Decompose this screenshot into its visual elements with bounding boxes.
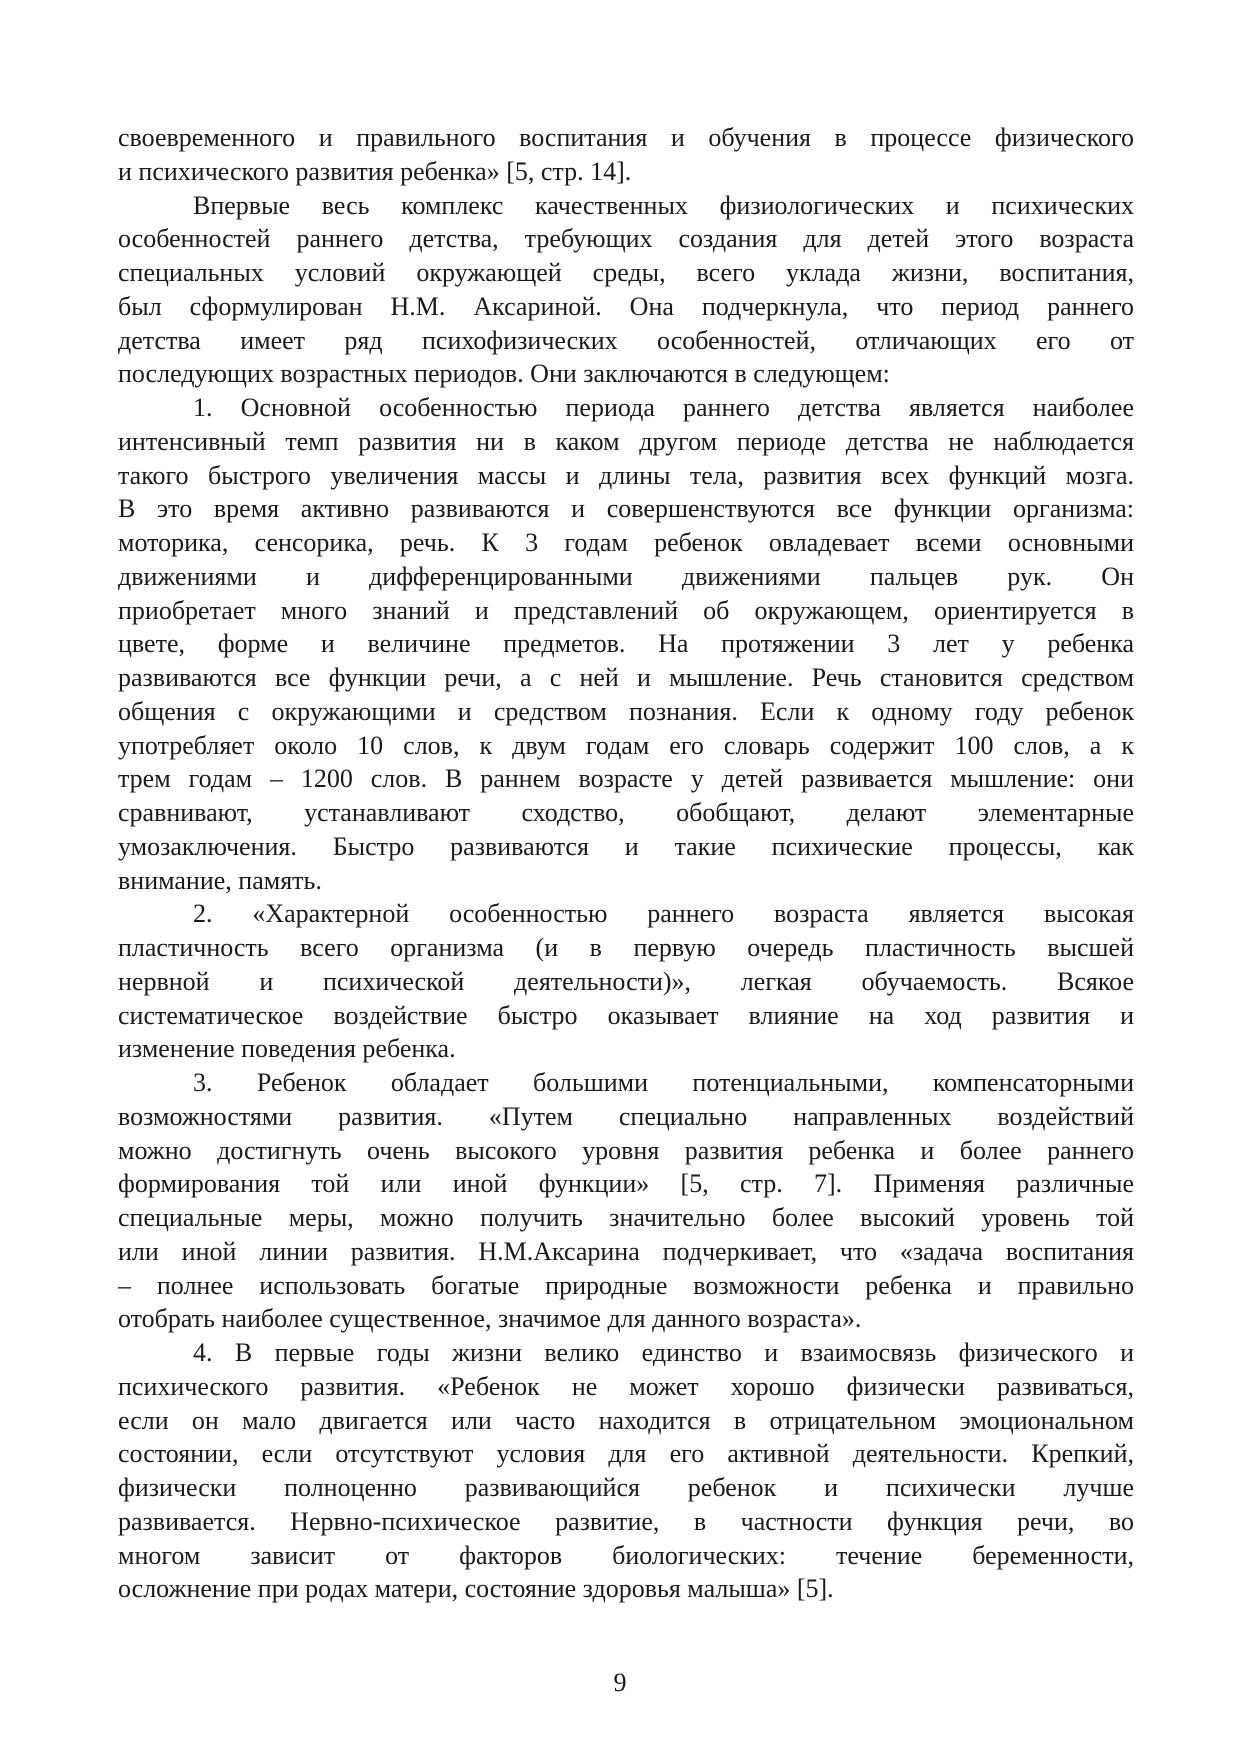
text-line: движениями и дифференцированными движениями пальцев рук. Он: [118, 561, 1134, 591]
text-line: последующих возрастных периодов. Они заключаются в следующем:: [118, 359, 890, 389]
text-line: Впервые весь комплекс качественных физиологических и психических: [193, 190, 1134, 220]
text-line: если он мало двигается или часто находится в отрицательном эмоциональном: [118, 1405, 1134, 1435]
text-line: – полнее использовать богатые природные возможности ребенка и правильно: [118, 1270, 1134, 1300]
paragraph: [118, 189, 1134, 392]
text-line: систематическое воздействие быстро оказывает влияние на ход развития и: [118, 1000, 1134, 1030]
text-line: или иной линии развития. Н.М.Аксарина подчеркивает, что «задача воспитания: [118, 1236, 1134, 1266]
text-line: интенсивный темп развития ни в каком другом периоде детства не наблюдается: [118, 426, 1134, 456]
text-line: развиваются все функции речи, а с ней и мышление. Речь становится средством: [118, 663, 1134, 692]
text-line: был сформулирован Н.М. Аксариной. Она подчеркнула, что период раннего: [118, 291, 1134, 321]
text-line: нервной и психической деятельности)», легкая обучаемость. Всякое: [118, 966, 1134, 996]
text-line: 2. «Характерной особенностью раннего возраста является высокая: [193, 899, 1134, 929]
text-line: своевременного и правильного воспитания и обучения в процессе физического: [118, 123, 1134, 152]
text-line: развивается. Нервно-психическое развитие, в частности функция речи, во: [118, 1506, 1134, 1536]
text-line: общения с окружающими и средством познания. Если к одному году ребенок: [118, 696, 1134, 726]
text-line: пластичность всего организма (и в первую очередь пластичность высшей: [118, 933, 1134, 962]
text-line: 4. В первые годы жизни велико единство и взаимосвязь физического и: [193, 1338, 1134, 1367]
paragraph: [118, 1066, 1134, 1336]
text-line: особенностей раннего детства, требующих создания для детей этого возраста: [118, 224, 1134, 254]
text-line: 3. Ребенок обладает большими потенциальными, компенсаторными: [193, 1068, 1134, 1097]
text-line: физически полноценно развивающийся ребенок и психически лучше: [118, 1473, 1134, 1502]
page-number: 9: [613, 1668, 627, 1697]
text-line: специальных условий окружающей среды, всего уклада жизни, воспитания,: [118, 258, 1134, 287]
text-line: внимание, память.: [118, 865, 322, 895]
text-line: многом зависит от факторов биологических: течение беременности,: [118, 1540, 1134, 1570]
text-line: можно достигнуть очень высокого уровня развития ребенка и более раннего: [118, 1135, 1134, 1165]
text-line: цвете, форме и величине предметов. На протяжении 3 лет у ребенка: [118, 629, 1134, 659]
text-line: возможностями развития. «Путем специально направленных воздействий: [118, 1101, 1134, 1131]
paragraph: [118, 391, 1134, 897]
text-line: изменение поведения ребенка.: [118, 1034, 456, 1064]
text-line: сравнивают, устанавливают сходство, обобщают, делают элементарные: [118, 798, 1134, 827]
text-line: 1. Основной особенностью периода раннего детства является наиболее: [193, 393, 1134, 422]
paragraph: [118, 897, 1134, 1066]
text-line: такого быстрого увеличения массы и длины тела, развития всех функций мозга.: [118, 460, 1134, 490]
document-body: [118, 121, 1134, 1606]
text-line: отобрать наиболее существенное, значимое для данного возраста».: [118, 1304, 862, 1334]
paragraph: [118, 1336, 1134, 1606]
text-line: детства имеет ряд психофизических особенностей, отличающих его от: [118, 325, 1134, 355]
text-line: осложнение при родах матери, состояние здоровья малыша» [5].: [118, 1574, 834, 1604]
text-line: моторика, сенсорика, речь. К 3 годам ребенок овладевает всеми основными: [118, 528, 1134, 557]
text-line: и психического развития ребенка» [5, стр. 14].: [118, 156, 632, 186]
text-line: В это время активно развиваются и совершенствуются все функции организма:: [118, 494, 1134, 524]
text-line: состоянии, если отсутствуют условия для его активной деятельности. Крепкий,: [118, 1439, 1134, 1469]
text-line: психического развития. «Ребенок не может хорошо физически развиваться,: [118, 1371, 1134, 1401]
text-line: трем годам – 1200 слов. В раннем возрасте у детей развивается мышление: они: [118, 764, 1134, 794]
text-line: приобретает много знаний и представлений об окружающем, ориентируется в: [118, 595, 1134, 625]
text-line: формирования той или иной функции» [5, стр. 7]. Применяя различные: [118, 1169, 1134, 1199]
text-line: специальные меры, можно получить значительно более высокий уровень той: [118, 1203, 1134, 1232]
paragraph: [118, 121, 1134, 189]
text-line: употребляет около 10 слов, к двум годам его словарь содержит 100 слов, а к: [118, 730, 1134, 760]
text-line: умозаключения. Быстро развиваются и такие психические процессы, как: [118, 831, 1134, 861]
